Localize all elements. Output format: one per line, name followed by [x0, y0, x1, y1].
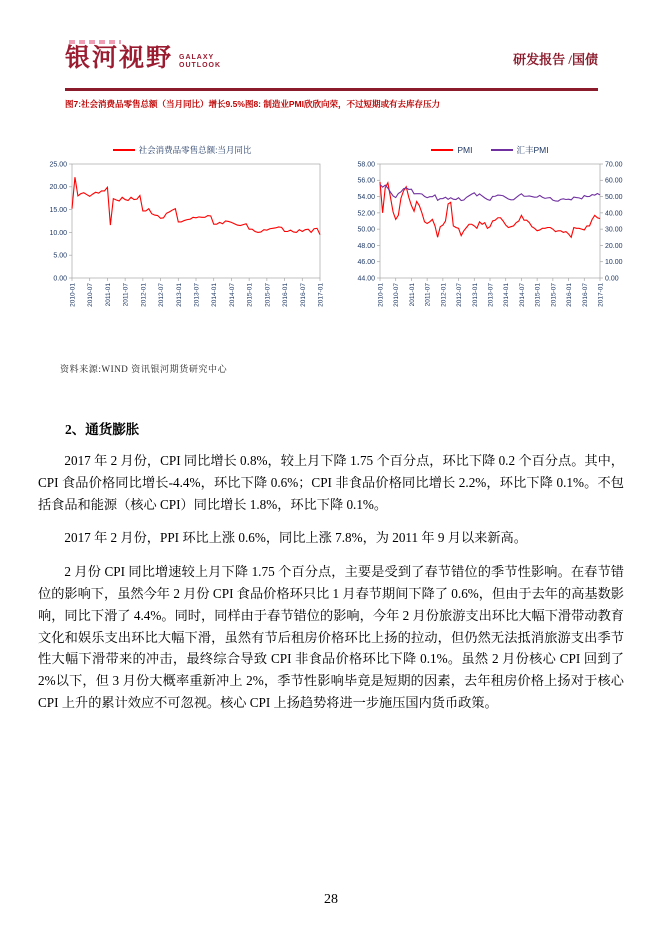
svg-text:54.00: 54.00	[357, 193, 375, 201]
svg-text:60.00: 60.00	[605, 177, 623, 185]
svg-text:58.00: 58.00	[357, 161, 375, 169]
svg-text:30.00: 30.00	[605, 226, 623, 234]
svg-text:2014-07: 2014-07	[518, 283, 526, 307]
svg-text:20.00: 20.00	[49, 184, 67, 192]
svg-text:2015-07: 2015-07	[550, 283, 558, 307]
legend-label: 社会消费品零售总额:当月同比	[138, 145, 252, 155]
legend-line-swatch	[431, 149, 453, 151]
svg-text:2016-07: 2016-07	[581, 283, 589, 307]
inflation-section	[38, 418, 624, 714]
svg-text:2013-01: 2013-01	[471, 283, 479, 307]
svg-text:50.00: 50.00	[605, 193, 623, 201]
svg-text:46.00: 46.00	[357, 259, 375, 267]
legend-item	[491, 144, 549, 156]
logo-accent-marks	[69, 40, 121, 44]
svg-text:50.00: 50.00	[357, 226, 375, 234]
svg-text:2010-01: 2010-01	[69, 283, 77, 307]
legend-label: PMI	[457, 145, 473, 155]
svg-text:2015-01: 2015-01	[534, 283, 542, 307]
svg-text:2015-01: 2015-01	[246, 283, 254, 307]
legend-line-swatch	[491, 149, 513, 151]
svg-text:2014-01: 2014-01	[211, 283, 219, 307]
svg-text:56.00: 56.00	[357, 177, 375, 185]
logo-subtitle-line2: OUTLOOK	[179, 61, 222, 69]
logo-text: 银河视野	[65, 45, 174, 72]
logo-subtitle	[179, 54, 221, 71]
svg-text:2013-01: 2013-01	[175, 283, 183, 307]
paragraph-ppi: 2017 年 2 月份，PPI 环比上涨 0.6%，同比上涨 7.8%，为 2011 年 9 月以来新高。	[64, 530, 527, 546]
header-divider-rule	[65, 88, 598, 91]
galaxy-logo	[65, 40, 221, 71]
svg-text:2014-01: 2014-01	[503, 283, 511, 307]
svg-text:2012-01: 2012-01	[440, 283, 448, 307]
pmi-chart-legend	[342, 142, 638, 158]
svg-text:15.00: 15.00	[49, 207, 67, 214]
legend-label: 汇丰PMI	[516, 145, 549, 155]
svg-text:52.00: 52.00	[357, 210, 375, 218]
svg-text:10.00: 10.00	[605, 259, 623, 267]
svg-text:0.00: 0.00	[605, 275, 619, 283]
svg-text:2015-07: 2015-07	[264, 283, 272, 307]
page-header	[65, 40, 598, 71]
svg-text:20.00: 20.00	[605, 242, 623, 250]
paragraph-cpi: 2017 年 2 月份，CPI 同比增长 0.8%，较上月下降 1.75 个百分点，环比下降 0.2 个百分点。其中，CPI 食品价格同比增长-4.4%，环比下降 0.6%；CPI 非食品价格同比增长 2.2%，环比下降 0.1%。不包括食品和能源（核心 CPI）同比增长 1.8%，环比下降 0.1%。	[38, 453, 624, 512]
retail-sales-chart-plot	[34, 158, 330, 334]
pmi-chart	[342, 142, 638, 334]
svg-text:44.00: 44.00	[357, 275, 375, 283]
svg-text:2016-01: 2016-01	[282, 283, 290, 307]
svg-text:2012-07: 2012-07	[456, 283, 464, 307]
svg-text:2014-07: 2014-07	[228, 283, 236, 307]
svg-text:2010-07: 2010-07	[393, 283, 401, 307]
logo-subtitle-line1: GALAXY	[179, 53, 215, 61]
charts-row	[34, 142, 638, 334]
svg-text:2016-07: 2016-07	[299, 283, 307, 307]
retail-sales-chart-legend	[34, 142, 330, 158]
svg-text:0.00: 0.00	[53, 275, 67, 283]
svg-text:2011-01: 2011-01	[408, 283, 416, 307]
retail-sales-chart	[34, 142, 330, 334]
svg-text:2017-01: 2017-01	[317, 283, 325, 307]
legend-line-swatch	[113, 149, 135, 151]
svg-text:2010-07: 2010-07	[87, 283, 95, 307]
legend-item	[113, 144, 252, 156]
paragraph-analysis: 2 月份 CPI 同比增速较上月下降 1.75 个百分点，主要是受到了春节错位的季节性影响。在春节错位的影响下，虽然今年 2 月份 CPI 食品价格环只比 1 月春节期间下降了 0.6%，但由于去年的高基数影响，同比下滑了 4.4%。同时，同样由于春节错位的影响，今年 2 月份旅游支出环比大幅下滑带动教育文化和娱乐支出环比大幅下滑，虽然有节后租房价格环比上扬的拉动，但仍然无法抵消旅游支出季节性大幅下滑带来的冲击，最终综合导致 CPI 非食品价格环比下降 0.1%。虽然 2 月份核心 CPI 回到了 2%以下，但 3 月份大概率重新冲上 2%，季节性影响毕竟是短期的因素，去年租房价格上扬对于核心 CPI 上升的累计效应不可忽视。核心 CPI 上扬趋势将进一步施压国内货币政策。	[38, 564, 624, 710]
figure8-caption: 图8: 制造业PMI欣欣向荣，不过短期或有去库存压力	[244, 99, 440, 109]
svg-text:40.00: 40.00	[605, 210, 623, 218]
svg-text:2016-01: 2016-01	[566, 283, 574, 307]
svg-text:10.00: 10.00	[49, 229, 67, 237]
svg-text:5.00: 5.00	[53, 252, 67, 260]
svg-text:48.00: 48.00	[357, 242, 375, 250]
svg-text:70.00: 70.00	[605, 161, 623, 169]
svg-text:2011-01: 2011-01	[104, 283, 112, 307]
page-number: 28	[324, 892, 338, 907]
svg-text:2013-07: 2013-07	[193, 283, 201, 307]
svg-text:25.00: 25.00	[49, 161, 67, 169]
source-note: 资料来源:WIND 资讯银河期货研究中心	[60, 364, 228, 374]
section-heading: 2、通货膨胀	[65, 422, 140, 437]
figure7-caption: 图7:社会消费品零售总额（当月同比）增长9.5%	[65, 99, 245, 109]
svg-text:2013-07: 2013-07	[487, 283, 495, 307]
svg-text:2011-07: 2011-07	[424, 283, 432, 307]
svg-text:2012-01: 2012-01	[140, 283, 148, 307]
svg-text:2017-01: 2017-01	[597, 283, 605, 307]
pmi-chart-plot	[342, 158, 638, 334]
figure-captions	[65, 98, 605, 110]
legend-item	[431, 145, 472, 155]
svg-text:2011-07: 2011-07	[122, 283, 130, 307]
svg-text:2010-01: 2010-01	[377, 283, 385, 307]
svg-text:2012-07: 2012-07	[158, 283, 166, 307]
report-type-label: 研发报告 /国债	[513, 52, 598, 67]
